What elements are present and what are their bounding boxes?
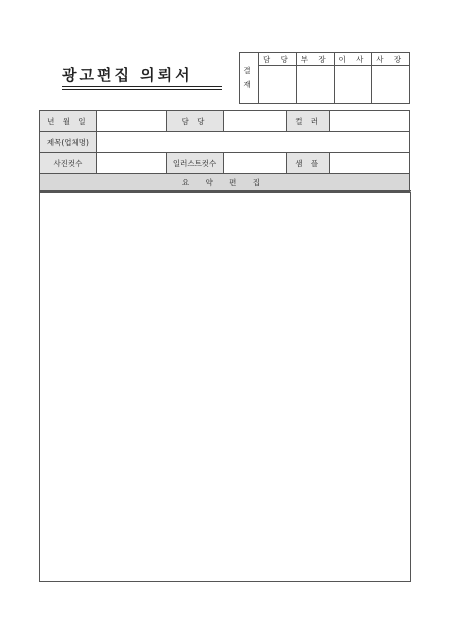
color-label: 컬 러 [287,111,330,132]
photo-count-label: 사진컷수 [40,153,97,174]
color-field[interactable] [330,111,410,132]
approval-sign-executive[interactable] [334,66,372,104]
date-field[interactable] [96,111,166,132]
approval-col-manager: 담 당 [259,53,297,66]
approval-col-director: 부 장 [296,53,334,66]
sample-field[interactable] [330,153,410,174]
summary-edit-area[interactable] [39,190,411,582]
approval-sign-manager[interactable] [259,66,297,104]
manager-label: 담 당 [166,111,223,132]
illustration-count-field[interactable] [223,153,287,174]
approval-col-executive: 이 사 [334,53,372,66]
title-field[interactable] [96,132,409,153]
illustration-count-label: 일러스트컷수 [166,153,223,174]
info-table [39,110,410,192]
title-underline [62,86,222,90]
approval-table [239,52,410,104]
sample-label: 샘 플 [287,153,330,174]
manager-field[interactable] [223,111,287,132]
date-label: 년 월 일 [40,111,97,132]
title-label: 제목(업체명) [40,132,97,153]
document-title: 광고편집 의뢰서 [62,66,193,84]
approval-col-president: 사 장 [372,53,410,66]
approval-label: 결 재 [240,53,259,104]
summary-edit-header: 요 약 편 집 [40,174,410,192]
approval-sign-president[interactable] [372,66,410,104]
photo-count-field[interactable] [96,153,166,174]
approval-sign-director[interactable] [296,66,334,104]
